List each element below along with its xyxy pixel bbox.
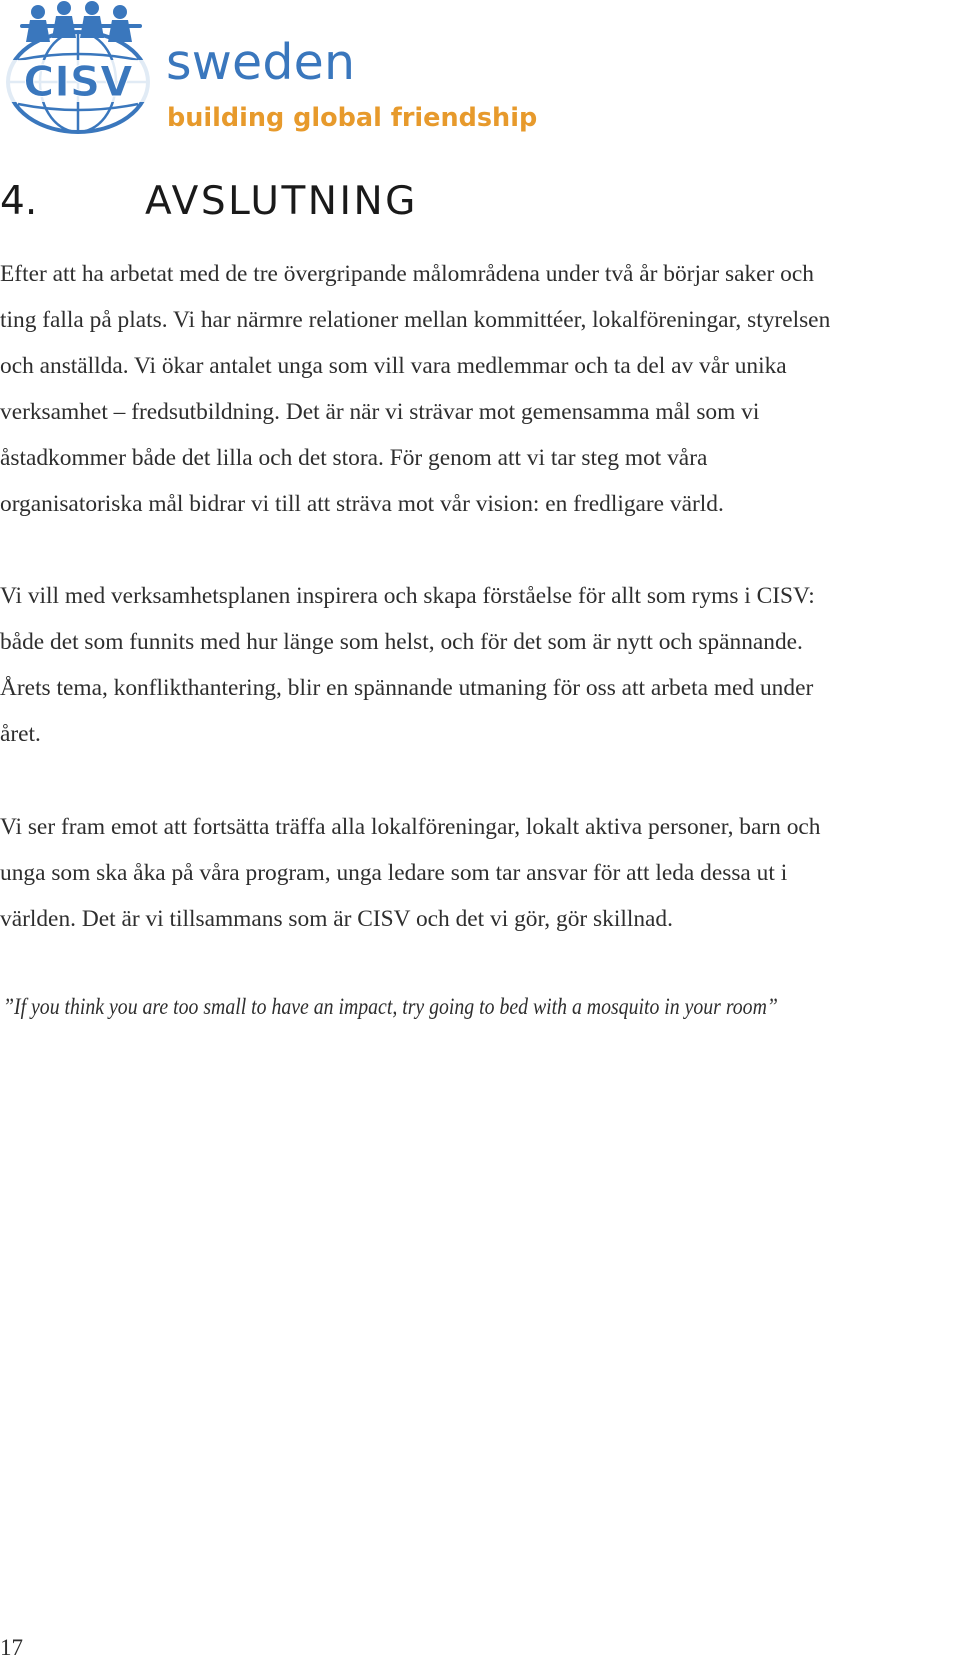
section-title: AVSLUTNING xyxy=(145,179,418,224)
paragraph-1 xyxy=(0,251,960,527)
globe-with-children-icon xyxy=(0,0,160,136)
paragraph-line: Efter att ha arbetat med de tre övergripande målområdena under två år börjar saker och xyxy=(0,261,814,287)
paragraph-line: året. xyxy=(0,721,41,747)
logo-wordmark: sweden xyxy=(166,34,356,91)
closing-quote: ”If you think you are too small to have an impact, try going to bed with a mosquito in your room” xyxy=(3,994,778,1019)
section-heading xyxy=(0,178,960,226)
paragraph-3 xyxy=(0,804,960,942)
paragraph-line: organisatoriska mål bidrar vi till att sträva mot vår vision: en fredligare värld. xyxy=(0,491,724,517)
logo-tagline: building global friendship xyxy=(167,103,538,133)
svg-text:CISV: CISV xyxy=(23,57,133,106)
paragraph-line: Vi ser fram emot att fortsätta träffa alla lokalföreningar, lokalt aktiva personer, barn och xyxy=(0,814,821,840)
cisv-sweden-logo xyxy=(0,0,538,140)
section-number: 4. xyxy=(0,179,38,224)
page-number: 17 xyxy=(0,1635,23,1660)
paragraph-line: verksamhet – fredsutbildning. Det är när vi strävar mot gemensamma mål som vi xyxy=(0,399,760,425)
paragraph-line: världen. Det är vi tillsammans som är CISV och det vi gör, gör skillnad. xyxy=(0,906,673,932)
paragraph-2 xyxy=(0,573,960,757)
paragraph-line: ting falla på plats. Vi har närmre relationer mellan kommittéer, lokalföreningar, styrelsen xyxy=(0,307,831,333)
paragraph-line: både det som funnits med hur länge som helst, och för det som är nytt och spännande. xyxy=(0,629,803,655)
paragraph-line: Vi vill med verksamhetsplanen inspirera och skapa förståelse för allt som ryms i CISV: xyxy=(0,583,815,609)
paragraph-line: unga som ska åka på våra program, unga ledare som tar ansvar för att leda dessa ut i xyxy=(0,860,788,886)
paragraph-line: och anställda. Vi ökar antalet unga som vill vara medlemmar och ta del av vår unika xyxy=(0,353,787,379)
paragraph-line: åstadkommer både det lilla och det stora. För genom att vi tar steg mot våra xyxy=(0,445,708,471)
paragraph-line: Årets tema, konflikthantering, blir en spännande utmaning för oss att arbeta med under xyxy=(0,675,814,701)
